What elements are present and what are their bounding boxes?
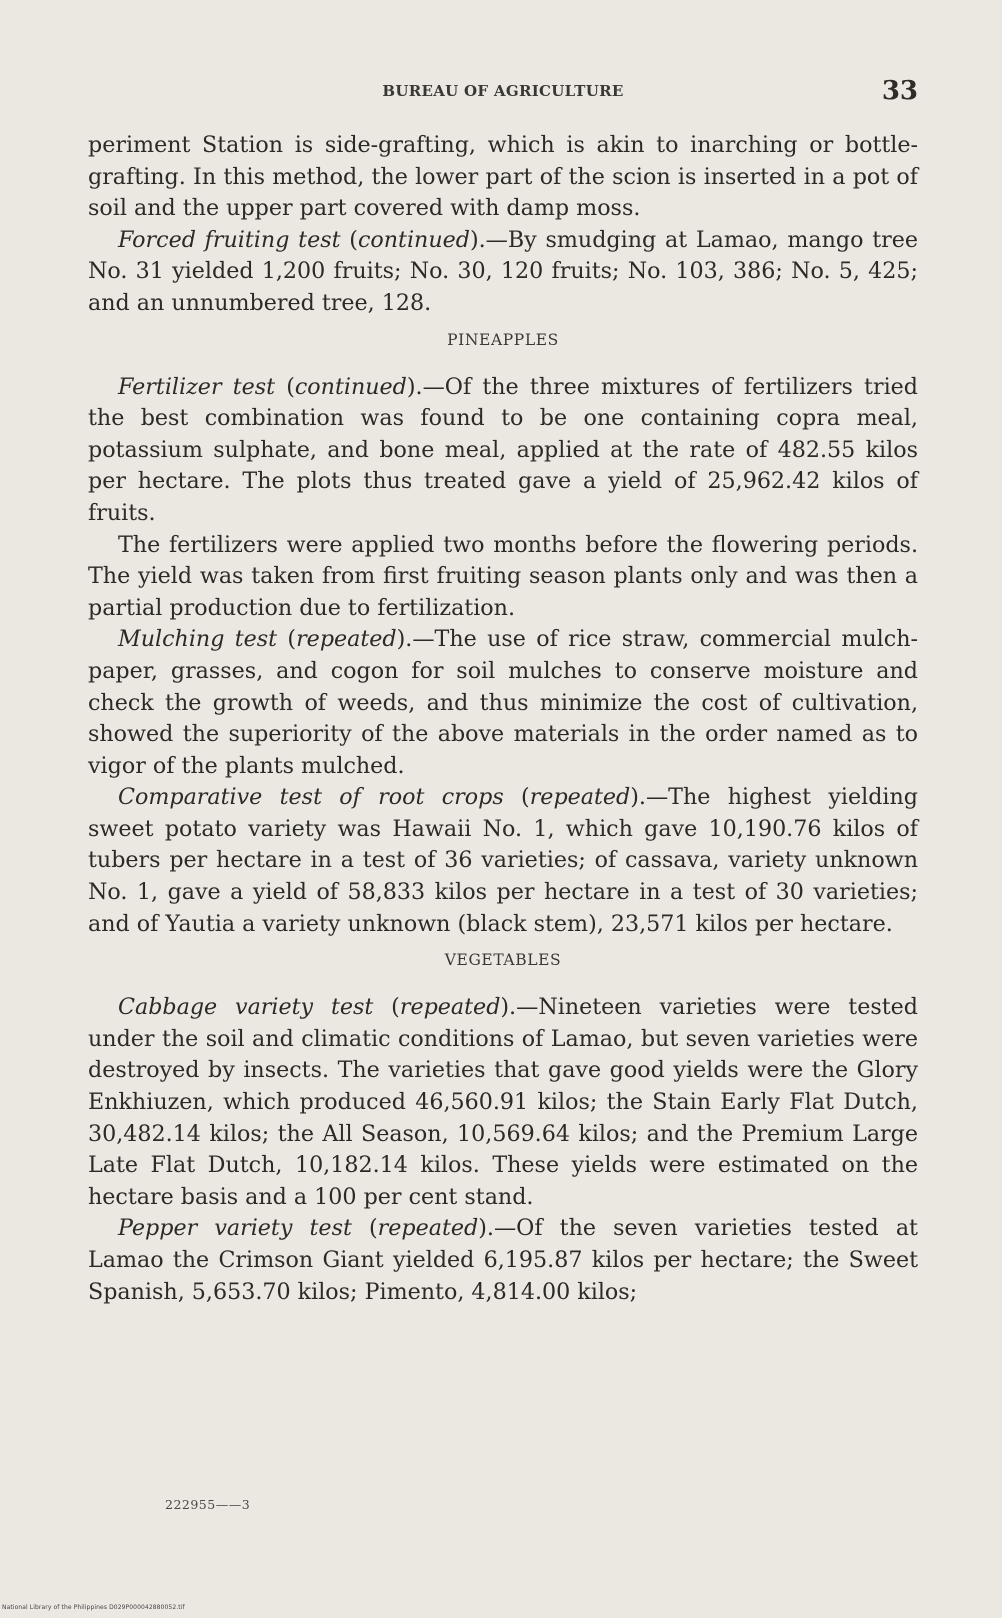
paragraph-text: The fertilizers were applied two months before the flowering periods. The yield was taken from first fruiting season plants only and was then a partial production due to fertilization. [88, 531, 918, 621]
page-number: 33 [881, 76, 918, 106]
paragraph-title: Comparative test of root crops [118, 784, 504, 811]
paragraph-text: The highest yielding sweet potato variety was Hawaii No. 1, which gave 10,190.76 kilos of tubers per hectare in a test of 36 varieties; of cassava, variety unknown No. 1, gave a yield of 58,833 kilos per hectare in a test of 30 varieties; and of Yautia a variety unknown (black stem), 23,571 kilos per hectare. [88, 784, 918, 937]
paragraph-qualifier: repeated [399, 994, 501, 1021]
paragraph: Mulching test (repeated).—The use of rice straw, commercial mulch-paper, grasses, and cogon for soil mulches to conserve moisture and check the growth of weeds, and thus minimize the cost of cultivation, showed the superiority of the above materials in the order named as to vigor of the plants mulched. [88, 626, 918, 779]
paragraph-text: The use of rice straw, commercial mulch-paper, grasses, and cogon for soil mulches to conserve moisture and check the growth of weeds, and thus minimize the cost of cultivation, showed the superiority of the above materials in the order named as to vigor of the plants mulched. [88, 626, 918, 779]
paragraph-title: Mulching test [118, 626, 278, 653]
paragraph: Comparative test of root crops (repeated).—The highest yielding sweet potato variety was Hawaii No. 1, which gave 10,190.76 kilos of tubers per hectare in a test of 36 varieties; of cassava, variety unknown No. 1, gave a yield of 58,833 kilos per hectare in a test of 30 varieties; and of Yautia a variety unknown (black stem), 23,571 kilos per hectare. [88, 784, 918, 937]
section-heading: PINEAPPLES [447, 330, 559, 349]
paragraph-qualifier: repeated [377, 1215, 479, 1242]
page-header [88, 76, 918, 108]
paragraph-title: Pepper variety test [118, 1215, 352, 1242]
paragraph-qualifier: repeated [296, 626, 397, 653]
paragraph: Pepper variety test (repeated).—Of the seven varieties tested at Lamao the Crimson Giant yielded 6,195.87 kilos per hectare; the Sweet Spanish, 5,653.70 kilos; Pimento, 4,814.00 kilos; [88, 1215, 918, 1305]
paragraph-title: Cabbage variety test [118, 994, 374, 1021]
paragraph-qualifier: continued [357, 226, 470, 253]
paragraph-text: Of the seven varieties tested at Lamao the Crimson Giant yielded 6,195.87 kilos per hectare; the Sweet Spanish, 5,653.70 kilos; Pimento, 4,814.00 kilos; [88, 1215, 918, 1305]
scan-source-note: National Library of the Philippines D029P000042880052.tif [2, 1604, 185, 1611]
printer-signature: 222955——3 [165, 1497, 251, 1512]
running-head: BUREAU OF AGRICULTURE [382, 82, 624, 100]
paragraph-title: Fertilizer test [118, 373, 276, 400]
paragraph-qualifier: continued [294, 373, 407, 400]
paragraph: Forced fruiting test (continued).—By smudging at Lamao, mango tree No. 31 yielded 1,200 fruits; No. 30, 120 fruits; No. 103, 386; No. 5, 425; and an unnumbered tree, 128. [88, 226, 918, 316]
paragraph-text: Of the three mixtures of fertilizers tried the best combination was found to be one containing copra meal, potassium sulphate, and bone meal, applied at the rate of 482.55 kilos per hectare. The plots thus treated gave a yield of 25,962.42 kilos of fruits. [88, 373, 918, 526]
paragraph: Cabbage variety test (repeated).—Nineteen varieties were tested under the soil and climatic conditions of Lamao, but seven varieties were destroyed by insects. The varieties that gave good yields were the Glory Enkhiuzen, which produced 46,560.91 kilos; the Stain Early Flat Dutch, 30,482.14 kilos; the All Season, 10,569.64 kilos; and the Premium Large Late Flat Dutch, 10,182.14 kilos. These yields were estimated on the hectare basis and a 100 per cent stand. [88, 994, 918, 1210]
paragraph-text: By smudging at Lamao, mango tree No. 31 yielded 1,200 fruits; No. 30, 120 fruits; No. 103, 386; No. 5, 425; and an unnumbered tree, 128. [88, 226, 918, 316]
paragraph [88, 530, 918, 625]
paragraph-text: periment Station is side-grafting, which is akin to inarching or bottle-grafting. In this method, the lower part of the scion is inserted in a pot of soil and the upper part covered with damp moss. [88, 132, 918, 222]
paragraph-text: Nineteen varieties were tested under the soil and climatic conditions of Lamao, but seven varieties were destroyed by insects. The varieties that gave good yields were the Glory Enkhiuzen, which produced 46,560.91 kilos; the Stain Early Flat Dutch, 30,482.14 kilos; the All Season, 10,569.64 kilos; and the Premium Large Late Flat Dutch, 10,182.14 kilos. These yields were estimated on the hectare basis and a 100 per cent stand. [88, 994, 918, 1210]
section-heading: VEGETABLES [444, 951, 562, 970]
paragraph [88, 130, 918, 225]
body-text [88, 130, 918, 1308]
paragraph: Fertilizer test (continued).—Of the three mixtures of fertilizers tried the best combination was found to be one containing copra meal, potassium sulphate, and bone meal, applied at the rate of 482.55 kilos per hectare. The plots thus treated gave a yield of 25,962.42 kilos of fruits. [88, 373, 918, 526]
paragraph-title: Forced fruiting test [118, 226, 341, 253]
paragraph-qualifier: repeated [529, 784, 631, 811]
